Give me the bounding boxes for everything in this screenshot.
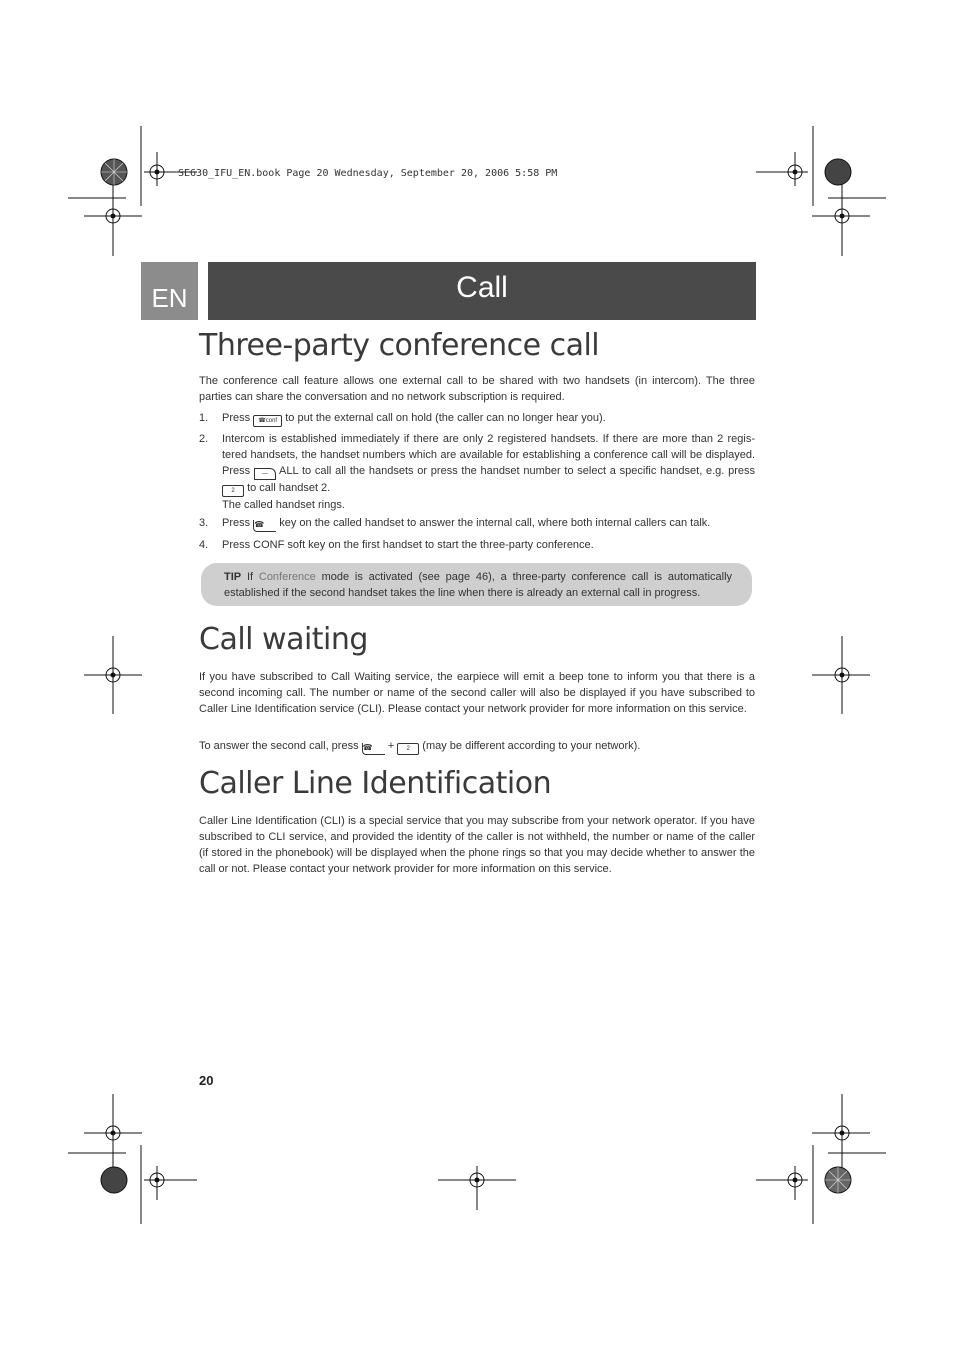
cli-para: Caller Line Identification (CLI) is a special service that you may subscribe from your network operator. If you have subscribed to CLI service, and provided the identity of the caller is not withheld, the number or name of the caller (if stored in the phonebook) will be displayed when the phone rings so that you may decide whether to answer the call or not. Please contact your network provider for more information on this service. xyxy=(199,815,755,875)
step-text: Press xyxy=(222,412,251,424)
tip-mode-name: Conference xyxy=(258,571,316,583)
step-text: Press CONF soft key on the first handset to start the three-party conference. xyxy=(222,539,594,551)
heading-cli: Caller Line Identification xyxy=(199,766,552,801)
key-2-icon: 2 xyxy=(222,485,244,497)
tip-text xyxy=(224,569,732,601)
key-2-icon: 2 xyxy=(397,743,419,755)
tip-label: TIP xyxy=(224,571,242,583)
page-number: 20 xyxy=(199,1073,214,1088)
language-label: EN xyxy=(151,282,188,313)
print-info: SE630_IFU_EN.book Page 20 Wednesday, September 20, 2006 5:58 PM xyxy=(178,168,558,179)
chapter-title: Call xyxy=(208,262,756,320)
step-text: The called handset rings. xyxy=(222,499,345,511)
menu-key-icon: — xyxy=(254,468,276,480)
conf-key-icon: ☎conf xyxy=(253,415,282,427)
step-text: key on the called handset to answer the internal call, where both internal callers can talk. xyxy=(279,517,711,529)
conference-intro: The conference call feature allows one external call to be shared with two handsets (in intercom). The three parties can share the conversation and no network subscription is required. xyxy=(199,375,755,403)
talk-key-icon: ☎ xyxy=(362,743,385,755)
step-4 xyxy=(199,537,755,553)
step-3 xyxy=(199,515,755,531)
heading-conference: Three-party conference call xyxy=(199,328,600,363)
step-2 xyxy=(199,431,755,511)
step-text: Press xyxy=(222,517,251,529)
all-label: ALL xyxy=(279,465,299,477)
step-text: Intercom is established immediately if there are only 2 registered handsets. If there are more than 2 regis-tered handsets, the handset numbers which are available for establishing a conference call will be displayed. Press xyxy=(222,433,755,477)
call-waiting-answer xyxy=(199,738,755,755)
plus-sign: + xyxy=(387,740,395,752)
call-waiting-para: If you have subscribed to Call Waiting service, the earpiece will emit a beep tone to inform you that there is a second incoming call. The number or name of the second caller will also be displayed if you have subscribed to Caller Line Identification service (CLI). Please contact your network provider for more information on this service. xyxy=(199,671,755,715)
step-1 xyxy=(199,410,755,426)
talk-key-icon: ☎ xyxy=(253,520,276,532)
step-number: 2. xyxy=(199,433,209,445)
step-text: to call all the handsets or press the handset number to select a specific handset, e.g. press xyxy=(301,465,755,477)
answer-text: (may be different according to your network). xyxy=(422,740,641,752)
tip-text-part: mode is activated (see page 46), a three-party conference call is automatically established if the second handset takes the line when there is already an external call in progress. xyxy=(224,571,733,599)
language-tab xyxy=(141,262,198,320)
tip-text-part: If xyxy=(246,571,254,583)
step-text: to put the external call on hold (the caller can no longer hear you). xyxy=(285,412,606,424)
step-number: 1. xyxy=(199,412,209,424)
step-number: 4. xyxy=(199,539,209,551)
step-number: 3. xyxy=(199,517,209,529)
heading-call-waiting: Call waiting xyxy=(199,622,368,657)
step-text: to call handset 2. xyxy=(247,482,331,494)
answer-text: To answer the second call, press xyxy=(199,740,359,752)
